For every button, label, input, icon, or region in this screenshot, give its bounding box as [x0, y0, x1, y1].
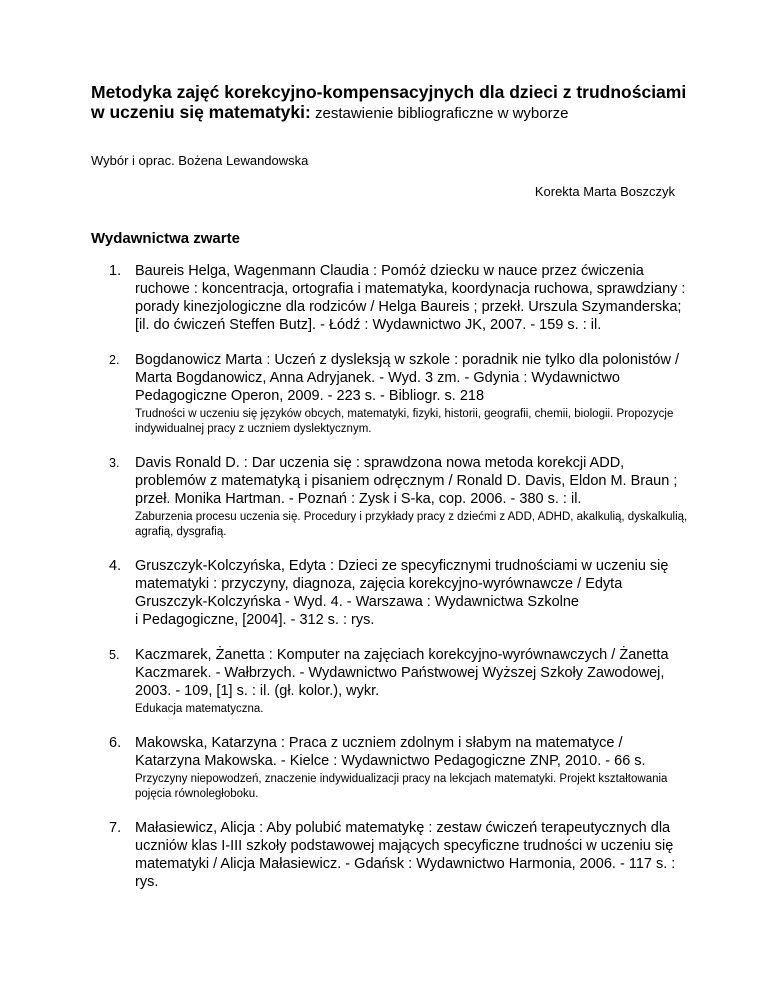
entry-annotation: Trudności w uczeniu się języków obcych, matematyki, fizyki, historii, geografii, chemii, biologii. Propozycje indywidualnej pracy z uczniem dyslektycznym. — [135, 408, 674, 435]
bibliography-entry — [91, 351, 691, 437]
title-subtitle: zestawienie bibliograficzne w wyborze — [310, 105, 569, 122]
entry-citation: Baureis Helga, Wagenmann Claudia : Pomóż dziecku w nauce przez ćwiczenia ruchowe : koncentracja, ortografia i matematyka, koordynacja ruchowa, sprawdziany : porady kinezjologiczne dla rodziców / Helga Baureis ; przekł. Urszula Szymanderska; [il. do ćwiczeń Steffen Butz]. - Łódź : Wydawnictwo JK, 2007. - 159 s. : il. — [135, 263, 686, 333]
entry-number: 3. — [109, 456, 120, 470]
bibliography-entry — [91, 646, 691, 717]
entry-citation: Kaczmarek, Żanetta : Komputer na zajęciach korekcyjno-wyrównawczych / Żanetta Kaczmarek. - Wałbrzych. - Wydawnictwo Państwowej Wyższej Szkoły Zawodowej, 2003. - 109, [1] s. : il. (gł. kolor.), wykr. — [135, 647, 669, 699]
entry-annotation: Przyczyny niepowodzeń, znaczenie indywidualizacji pracy na lekcjach matematyki. Projekt kształtowania pojęcia równoległoboku. — [135, 773, 668, 800]
entry-citation: Bogdanowicz Marta : Uczeń z dysleksją w szkole : poradnik nie tylko dla polonistów / Marta Bogdanowicz, Anna Adryjanek. - Wyd. 3 zm. - Gdynia : Wydawnictwo Pedagogiczne Operon, 2009. - 223 s. - Bibliogr. s. 218 — [135, 352, 680, 404]
bibliography-list — [91, 262, 691, 908]
entry-number: 6. — [109, 735, 122, 751]
bibliography-entry — [91, 262, 691, 334]
entry-number: 4. — [109, 558, 122, 574]
section-heading: Wydawnictwa zwarte — [91, 230, 240, 247]
author-line: Wybór i oprac. Bożena Lewandowska — [91, 153, 309, 168]
entry-citation: Davis Ronald D. : Dar uczenia się : sprawdzona nowa metoda korekcji ADD, problemów z matematyką i pisaniem odręcznym / Ronald D. Davis, Eldon M. Braun ; przeł. Monika Hartman. - Poznań : Zysk i S-ka, cop. 2006. - 380 s. : il. — [135, 455, 678, 507]
entry-number: 7. — [109, 820, 122, 836]
bibliography-entry — [91, 734, 691, 802]
bibliography-entry — [91, 557, 691, 629]
entry-annotation: Zaburzenia procesu uczenia się. Procedury i przykłady pracy z dziećmi z ADD, ADHD, akalkulią, dyskalkulią, agrafią, dysgrafią. — [135, 511, 688, 538]
entry-annotation: Edukacja matematyczna. — [135, 703, 264, 715]
bibliography-entry — [91, 819, 691, 891]
document-title — [91, 82, 691, 124]
bibliography-entry — [91, 454, 691, 540]
entry-number: 2. — [109, 353, 120, 367]
entry-number: 5. — [109, 648, 120, 662]
entry-citation: Makowska, Katarzyna : Praca z uczniem zdolnym i słabym na matematyce / Katarzyna Makowska. - Kielce : Wydawnictwo Pedagogiczne ZNP, 2010. - 66 s. — [135, 735, 646, 769]
proofreader-line: Korekta Marta Boszczyk — [534, 184, 675, 199]
entry-number: 1. — [109, 263, 122, 279]
title-main: Metodyka zajęć korekcyjno-kompensacyjnych dla dzieci z trudnościami w uczeniu się matematyki: — [91, 82, 687, 122]
entry-citation: Gruszczyk-Kolczyńska, Edyta : Dzieci ze specyficznymi trudnościami w uczeniu się matematyki : przyczyny, diagnoza, zajęcia korekcyjno-wyrównawcze / Edyta Gruszczyk-Kolczyńska - Wyd. 4. - Warszawa : Wydawnictwa Szkolne i Pedagogiczne, [2004]. - 312 s. : rys. — [135, 558, 669, 628]
entry-citation: Małasiewicz, Alicja : Aby polubić matematykę : zestaw ćwiczeń terapeutycznych dla uczniów klas I-III szkoły podstawowej mających specyficzne trudności w uczeniu się matematyki / Alicja Małasiewicz. - Gdańsk : Wydawnictwo Harmonia, 2006. - 117 s. : rys. — [135, 820, 676, 890]
